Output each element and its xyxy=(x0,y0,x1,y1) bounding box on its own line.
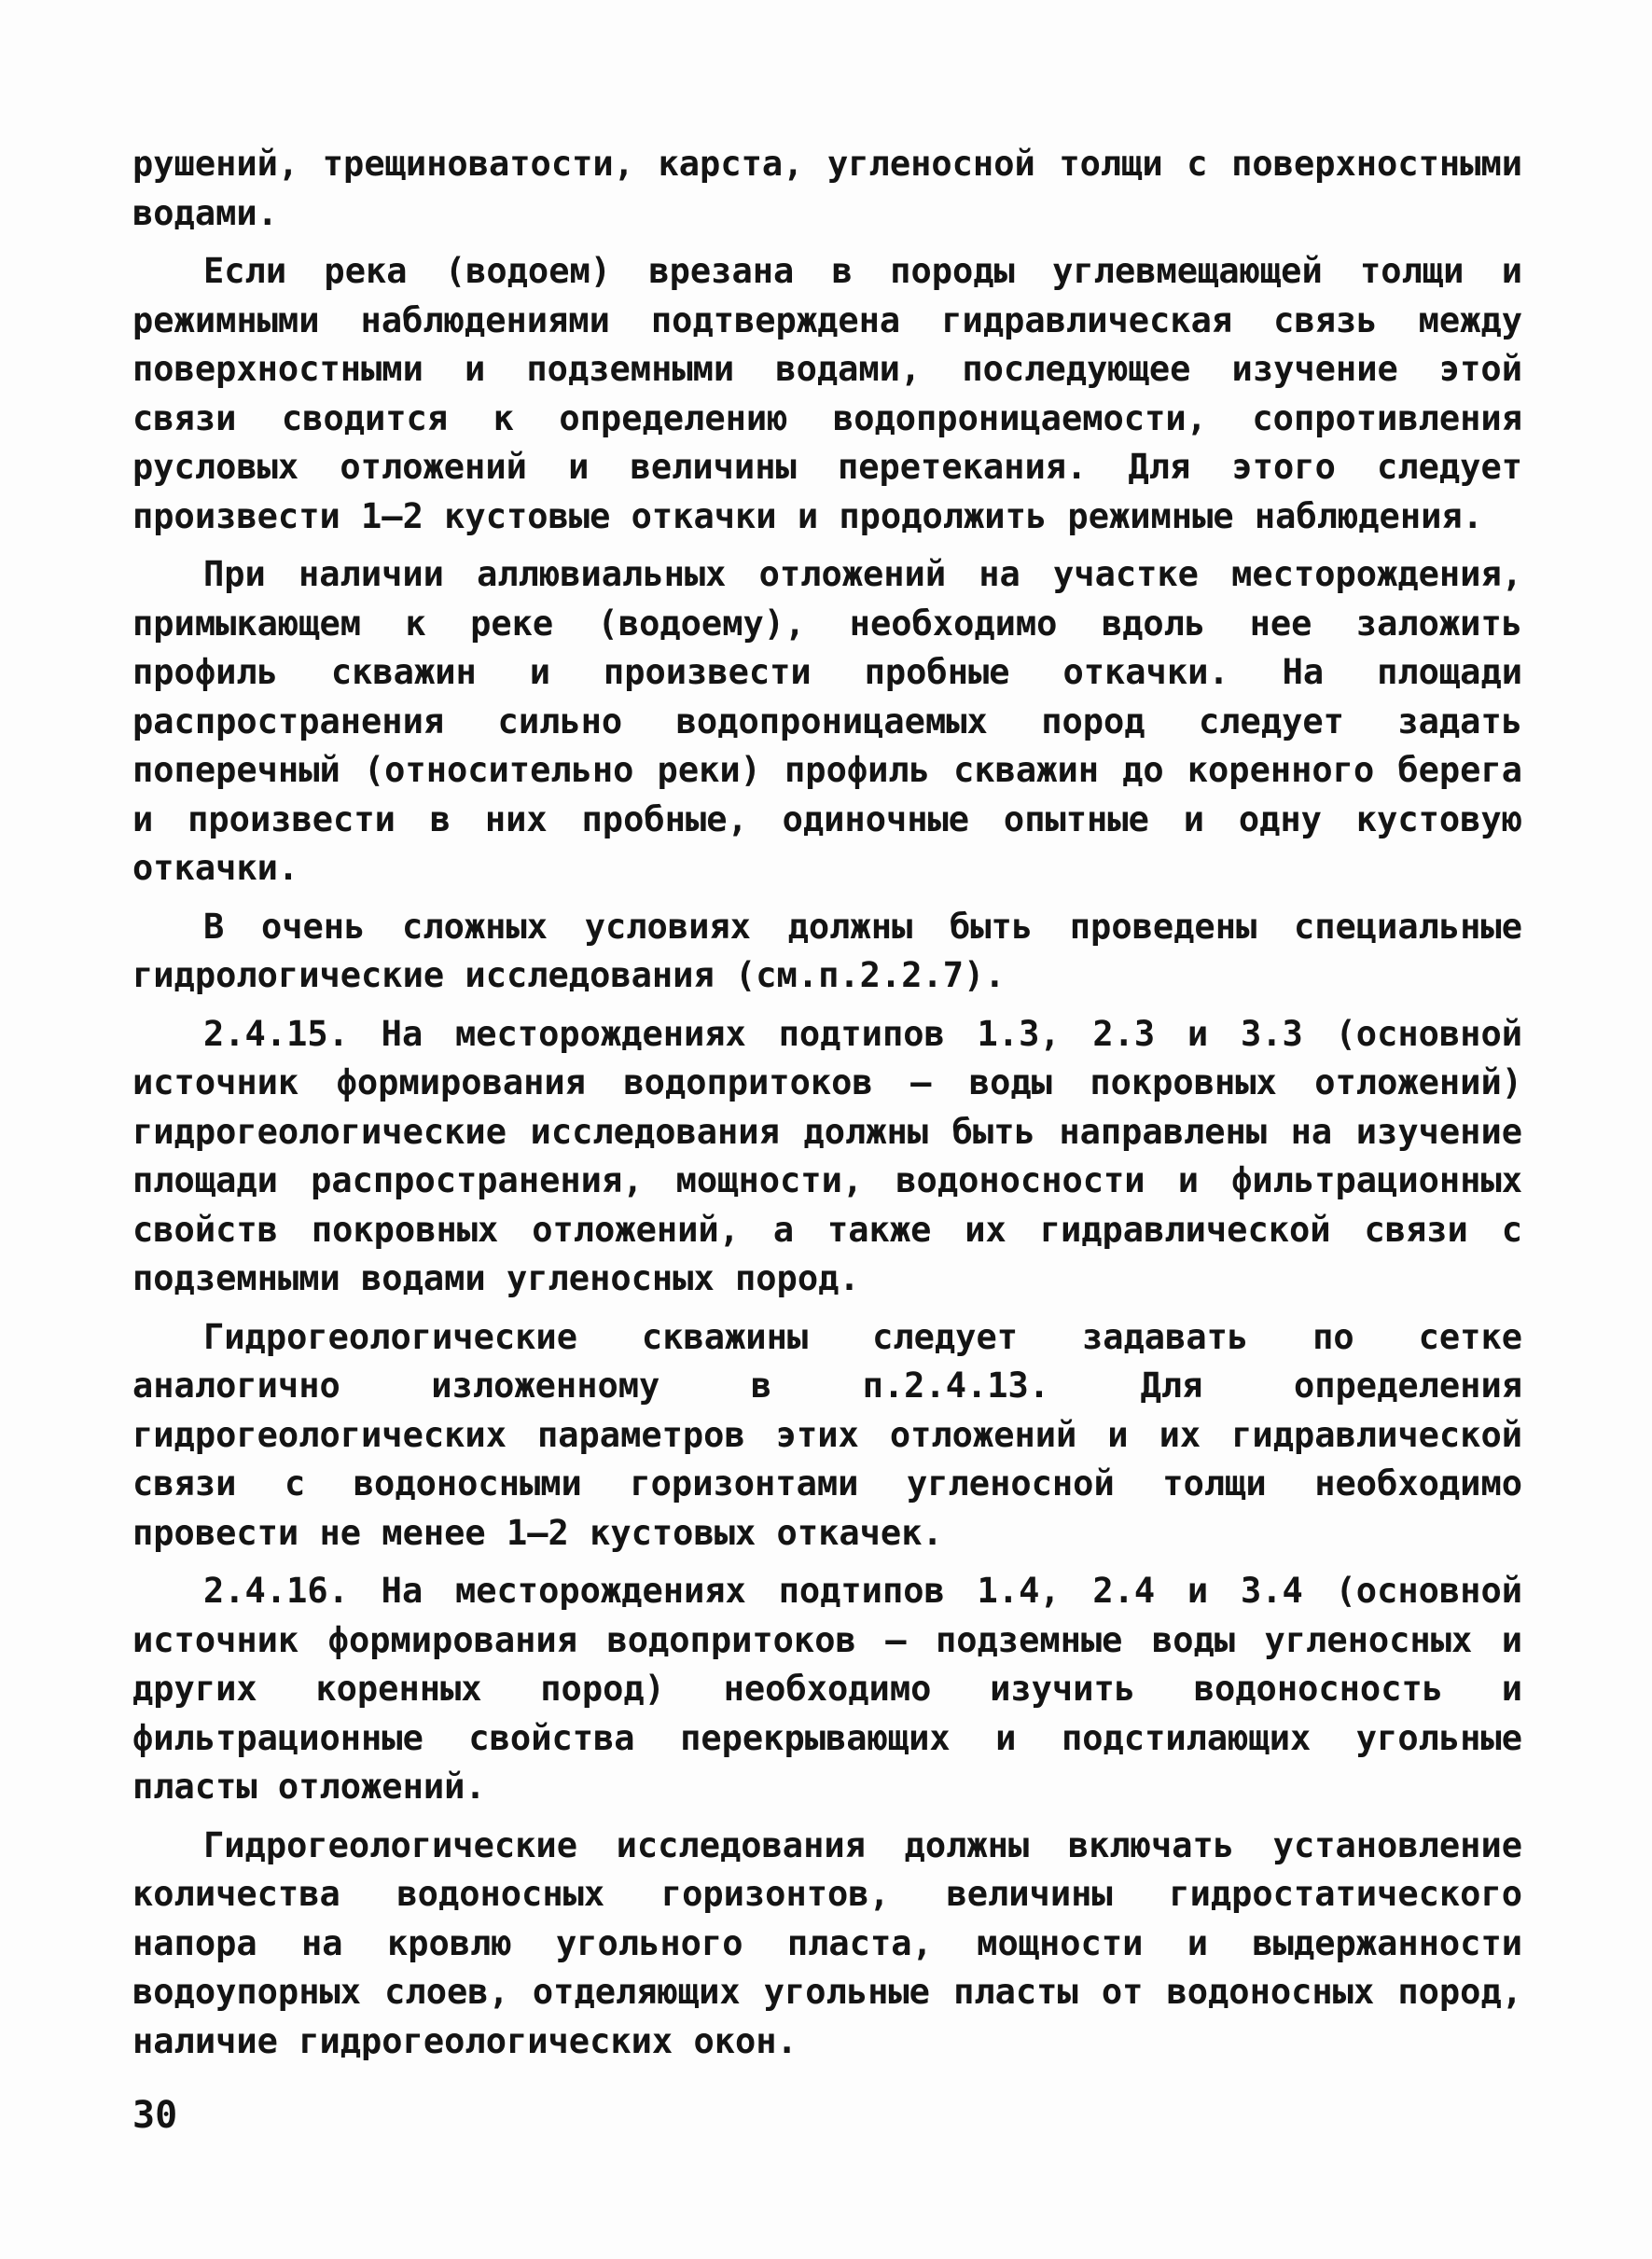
paragraph: В очень сложных условиях должны быть проведены специальные гидрологические исследования (см.п.2.2.7). xyxy=(132,906,1522,995)
section-2-4-15: 2.4.15. На месторождениях подтипов 1.3, 2.3 и 3.3 (основной источник формирования водопритоков – воды покровных отложений) гидрогеологические исследования должны быть направлены на изучение площади распространения, мощности, водоносности и фильтрационных свойств покровных отложений, а также их гидравлической связи с подземными водами угленосных пород. xyxy=(132,1013,1522,1298)
body-text xyxy=(132,140,1522,2075)
section-2-4-16: 2.4.16. На месторождениях подтипов 1.4, 2.4 и 3.4 (основной источник формирования водопритоков – подземные воды угленосных и других коренных пород) необходимо изучить водоносность и фильтрационные свойства перекрывающих и подстилающих угольные пласты отложений. xyxy=(132,1571,1522,1807)
paragraph: Если река (водоем) врезана в породы углевмещающей толщи и режимными наблюдениями подтверждена гидравлическая связь между поверхностными и подземными водами, последующее изучение этой связи сводится к определению водопроницаемости, сопротивления русловых отложений и величины перетекания. Для этого следует произвести 1–2 кустовые откачки и продолжить режимные наблюдения. xyxy=(132,251,1522,536)
page-number: 30 xyxy=(132,2094,178,2137)
paragraph: Гидрогеологические скважины следует задавать по сетке аналогично изложенному в п.2.4.13. Для определения гидрогеологических параметров этих отложений и их гидравлической связи с водоносными горизонтами угленосной толщи необходимо провести не менее 1–2 кустовых откачек. xyxy=(132,1316,1522,1553)
paragraph-continuation: рушений, трещиноватости, карста, угленосной толщи с поверхностными водами. xyxy=(132,144,1522,233)
paragraph: При наличии аллювиальных отложений на участке месторождения, примыкающем к реке (водоему), необходимо вдоль нее заложить профиль скважин и произвести пробные откачки. На площади распространения сильно водопроницаемых пород следует задать поперечный (относительно реки) профиль скважин до коренного берега и произвести в них пробные, одиночные опытные и одну кустовую откачки. xyxy=(132,554,1522,888)
paragraph: Гидрогеологические исследования должны включать установление количества водоносных горизонтов, величины гидростатического напора на кровлю угольного пласта, мощности и выдержанности водоупорных слоев, отделяющих угольные пласты от водоносных пород, наличие гидрогеологических окон. xyxy=(132,1824,1522,2061)
